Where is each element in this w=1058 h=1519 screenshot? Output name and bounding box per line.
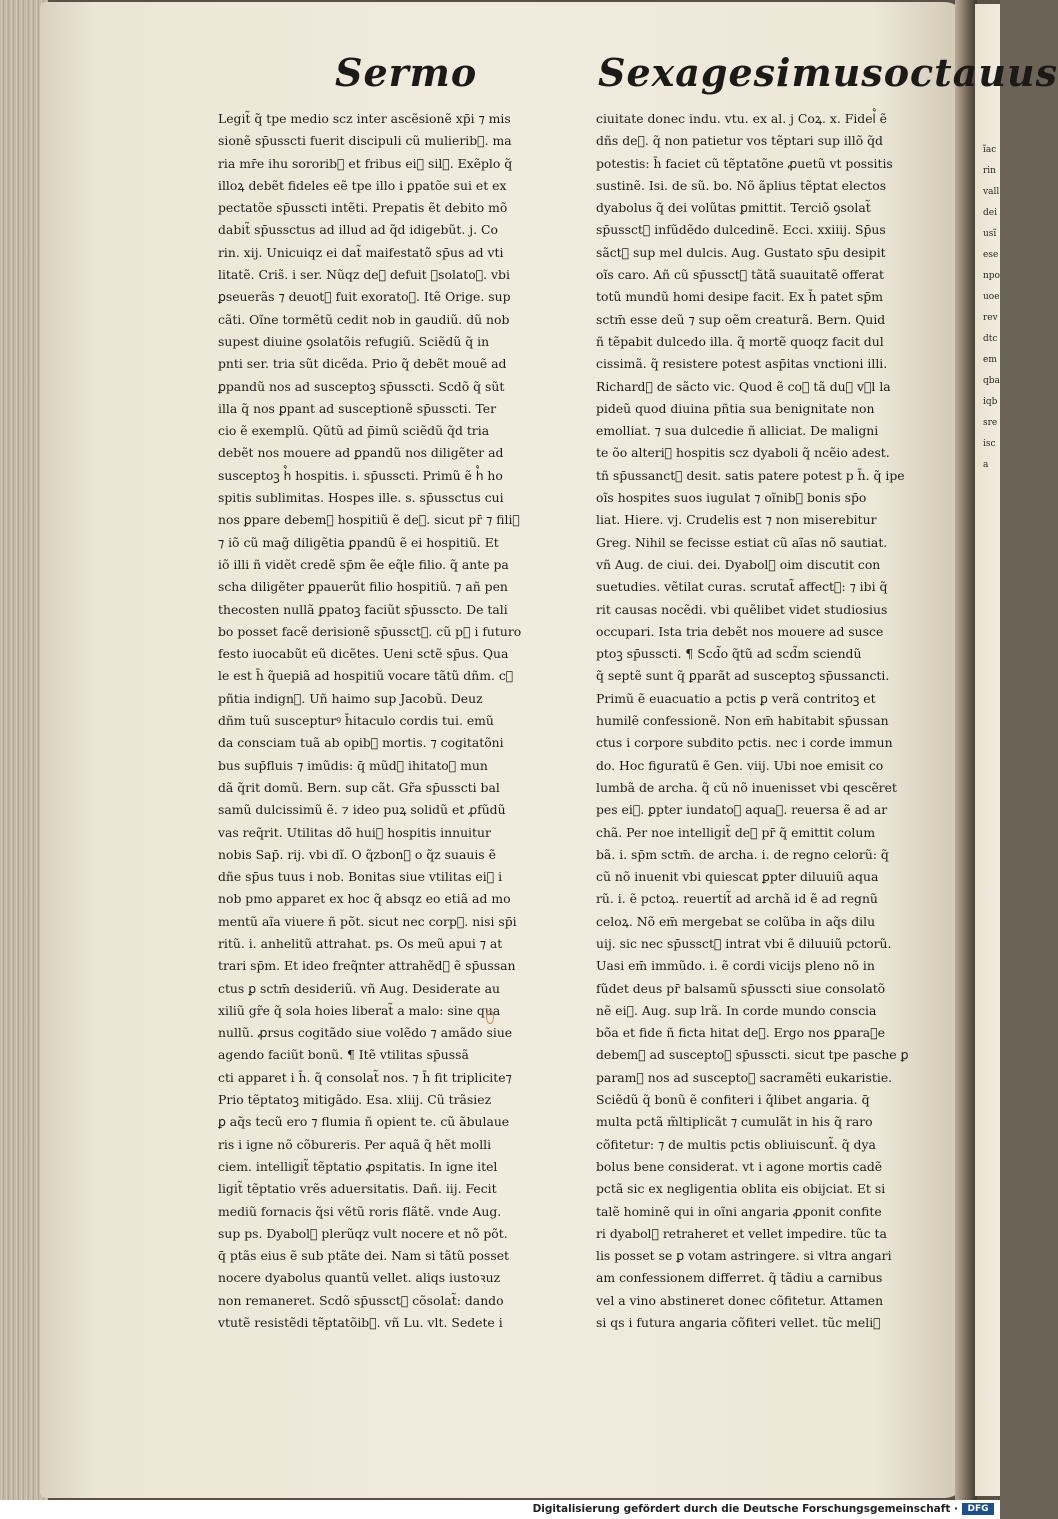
text-line: susceptoꝫ h᷒ hospitis. i. sp̄usscti. Primũ ẽ h᷒ ho bbox=[218, 467, 503, 483]
text-column-right bbox=[596, 108, 936, 1334]
text-line: talẽ hominẽ qui in oĩni angaria ꝓponit confite bbox=[596, 1203, 882, 1219]
text-line: ꝑpandũ nos ad susceptoꝫ sp̄usscti. Scdõ q̃ sũt bbox=[218, 378, 505, 394]
text-line: bo posset facẽ derisionẽ sp̄ussct᷒. cũ p᷒ i futuro bbox=[218, 623, 522, 639]
text-line: cũ nõ inuenit vbi quiescat ꝑpter diluuiũ aqua bbox=[596, 869, 879, 885]
text-line: tñ sp̄ussanct᷒ desit. satis patere potest p h̄. q̃ ipe bbox=[596, 467, 905, 483]
text-line: litatẽ. Cris̃. i ser. Nũqz de᷒ defuit ꝯsolatoꝝ. vbi bbox=[218, 267, 510, 283]
text-line: multa pctã m̃ltiplicãt ⁊ cumulãt in his q̃ raro bbox=[596, 1114, 873, 1130]
text-line: illa q̃ nos ꝑpant ad susceptionẽ sp̄usscti. Ter bbox=[218, 400, 497, 416]
text-line: uij. sic nec sp̄ussct᷒ intrat vbi ẽ diluuiũ pctorũ. bbox=[596, 935, 892, 951]
text-line: ꝑseuerãs ⁊ deuot᷒ fuit exoratoꝝ. Itẽ Orige. sup bbox=[218, 289, 511, 305]
text-line: pes ei᷒. ꝑpter iundatoꝫ aquaꝝ. reuersa ẽ ad ar bbox=[596, 802, 888, 818]
text-line: celoꝝ. Nõ em̄ mergebat se colũba in aq̃s dilu bbox=[596, 913, 876, 929]
running-header-left: Sermo bbox=[335, 50, 478, 95]
text-line: te õo alteri᷒ hospitis scz dyaboli q̃ ncẽio adest. bbox=[596, 445, 890, 461]
text-line: am confessionem differret. q̃ tãdiu a carnibus bbox=[596, 1270, 883, 1286]
text-line: iõ illi ñ vidẽt credẽ sp̄m ẽe eq̃le filio. q̃ ante pa bbox=[218, 556, 509, 572]
text-line: nullũ. ꝓrsus cogitãdo siue volẽdo ⁊ amãdo siue bbox=[218, 1025, 513, 1041]
text-line: oĩs hospites suos iugulat ⁊ oĩnib᷒ bonis sp̄o bbox=[596, 490, 867, 506]
text-line: ñ tẽpabit dulcedo illa. q̃ mortẽ quoqz facit dul bbox=[596, 333, 884, 349]
text-line: si qs i futura angaria cõfiteri vellet. tũc meli᷒ bbox=[596, 1315, 881, 1331]
text-line: thecosten nullã ꝑpatoꝫ faciũt sp̄usscto. De tali bbox=[218, 601, 508, 617]
text-line: bõa et fide ñ ficta hitat de᷒. Ergo nos ꝑparaꝛe bbox=[596, 1025, 885, 1041]
text-line: pctã sic ex negligentia oblita eis obijciat. Et si bbox=[596, 1181, 886, 1197]
text-line: dabit̃ sp̄ussctus ad illud ad q̃d idigebũt. j. Co bbox=[218, 222, 498, 238]
text-line: Greg. Nihil se fecisse estiat cũ aĩas nõ sautiat. bbox=[596, 534, 888, 550]
dfg-logo: DFG bbox=[962, 1503, 994, 1515]
text-line: sãct᷒ sup mel dulcis. Aug. Gustato sp̄u desipit bbox=[596, 244, 886, 260]
text-line: dã q̃rit domũ. Bern. sup cãt. Gr̃a sp̄usscti bal bbox=[218, 779, 500, 795]
text-line: dñm tuũ suscepturꝰ h̄itaculo cordis tui. emũ bbox=[218, 713, 494, 729]
ink-mark bbox=[486, 1010, 494, 1024]
text-line: totũ mundũ homi desipe facit. Ex h̄ patet sp̄m bbox=[596, 289, 883, 305]
text-line: ritũ. i. anhelitũ attrahat. ps. Os meũ apui ⁊ at bbox=[218, 935, 503, 951]
text-line: dñe sp̄us tuus i nob. Bonitas siue vtilitas ei᷒ i bbox=[218, 869, 503, 885]
text-line: cõfitetur: ⁊ de multis pctis obliuiscunt̃. q̃ dya bbox=[596, 1136, 876, 1152]
text-line: Primũ ẽ euacuatio a pctis ꝑ verã contritoꝫ et bbox=[596, 690, 876, 706]
text-line: emolliat. ⁊ sua dulcedie ñ alliciat. De maligni bbox=[596, 423, 879, 439]
text-line: suetudies. vẽtilat curas. scrutat̃ affect᷒: ⁊ ibi q̃ bbox=[596, 579, 888, 595]
text-column-left bbox=[218, 108, 556, 1334]
text-line: spitis sublimitas. Hospes ille. s. sp̄ussctus cui bbox=[218, 490, 504, 506]
text-line: festo iuocabũt eũ dicẽtes. Ueni sctẽ sp̄us. Qua bbox=[218, 646, 509, 662]
text-line: nob pmo apparet ex hoc q̃ absqz eo etiã ad mo bbox=[218, 891, 511, 907]
running-header-right: Sexagesimusoctauus bbox=[598, 50, 1058, 95]
text-line: bã. i. sp̄m sctm̄. de archa. i. de regno celorũ: q̃ bbox=[596, 846, 889, 862]
text-line: pectatõe sp̄usscti intẽti. Prepatis ẽt debito mõ bbox=[218, 200, 508, 216]
text-line: bolus bene considerat. vt i agone mortis cadẽ bbox=[596, 1158, 883, 1174]
text-line: nocere dyabolus quantũ vellet. aliqs iustoꝛuz bbox=[218, 1270, 501, 1286]
text-line: da consciam tuã ab opib᷒ mortis. ⁊ cogitatõni bbox=[218, 735, 504, 751]
text-line: trari sp̄m. Et ideo freq̃nter attrahẽd᷒ ẽ sp̄ussan bbox=[218, 958, 516, 974]
text-line: sionẽ sp̄usscti fuerit discipuli cũ mulierib᷒. ma bbox=[218, 133, 512, 149]
text-line: mediũ fornacis q̃si vẽtũ roris flãtẽ. vnde Aug. bbox=[218, 1203, 502, 1219]
text-line: pideũ quod diuina pñtia sua benignitate non bbox=[596, 400, 875, 416]
text-line: nobis Sap̄. rij. vbi dĩ. O q̃zbon᷒ o q̃z suauis ẽ bbox=[218, 846, 496, 862]
text-line: nẽ ei᷒. Aug. sup lrã. In corde mundo conscia bbox=[596, 1002, 877, 1018]
text-line: ciuitate donec indu. vtu. ex al. j Coꝝ. x. Fidel᷒ ẽ bbox=[596, 111, 888, 126]
text-line: occupari. Ista tria debẽt nos mouere ad susce bbox=[596, 623, 884, 639]
text-line: pnti ser. tria sũt dicẽda. Prio q̃ debẽt mouẽ ad bbox=[218, 356, 507, 372]
text-line: param᷒ nos ad susceptoꝫ sacramẽti eukaristie. bbox=[596, 1069, 893, 1085]
text-line: ria mr̄e ihu sororib᷒ et fribus ei᷒ sil᷒. Exẽplo q̃ bbox=[218, 155, 513, 171]
text-line: liat. Hiere. vj. Crudelis est ⁊ non miserebitur bbox=[596, 512, 877, 528]
text-line: vtutẽ resistẽdi tẽptatõib᷒. vñ Lu. vlt. Sedete i bbox=[218, 1315, 503, 1331]
text-line: lumbã de archa. q̃ cũ nõ inuenisset vbi qescẽret bbox=[596, 779, 897, 795]
text-line: cãti. Oĩne tormẽtũ cedit nob in gaudiũ. dũ nob bbox=[218, 311, 510, 327]
text-line: dyabolus q̃ dei volũtas ꝑmittit. Terciõ ꝯsolat̃ bbox=[596, 200, 871, 216]
text-line: xiliũ gr̃e q̃ sola hoies liberat̃ a malo: sine qua bbox=[218, 1002, 501, 1018]
text-line: fũdet deus pr̄ balsamũ sp̄usscti siue consolatõ bbox=[596, 980, 886, 996]
text-line: do. Hoc figuratũ ẽ Gen. viij. Ubi noe emisit co bbox=[596, 757, 884, 773]
text-line: ri dyabol᷒ retraheret et vellet impedire. tũc ta bbox=[596, 1225, 887, 1241]
text-line: Uasi em̄ immũdo. i. ẽ cordi vicijs pleno nõ in bbox=[596, 958, 875, 974]
text-line: ⁊ iõ cũ mag̃ diligẽtia ꝑpandũ ẽ ei hospitiũ. Et bbox=[218, 534, 499, 550]
text-line: ciem. intelligit̃ tẽptatio ꝓspitatis. In igne itel bbox=[218, 1158, 498, 1174]
text-line: sctm̄ esse deũ ⁊ sup oẽm creaturã. Bern. Quid bbox=[596, 311, 886, 327]
text-line: rin. xij. Unicuiqz ei dat̃ maifestatõ sp̄us ad vti bbox=[218, 244, 504, 260]
text-line: vñ Aug. de ciui. dei. Dyabol᷒ oim discutit con bbox=[596, 556, 881, 572]
funding-credit: Digitalisierung gefördert durch die Deutsche Forschungsgemeinschaft · bbox=[532, 1503, 958, 1515]
text-line: cissimã. q̃ resistere potest asp̄itas vnctioni illi. bbox=[596, 356, 888, 372]
text-line: ctus i corpore subdito pctis. nec i corde immun bbox=[596, 735, 893, 751]
text-line: humilẽ confessionẽ. Non em̄ habitabit sp̄ussan bbox=[596, 713, 889, 729]
text-line: ptoꝫ sp̄usscti. ¶ Scd̃o q̃tũ ad scd̃m sciendũ bbox=[596, 646, 862, 662]
text-line: Sciẽdũ q̃ bonũ ẽ confiteri i q̃libet angaria. q̄ bbox=[596, 1092, 870, 1108]
text-line: rit causas nocẽdi. vbi quẽlibet videt studiosius bbox=[596, 601, 888, 617]
text-line: Legit̃ q̃ tpe medio scz inter ascẽsionẽ xp̄i ⁊ mis bbox=[218, 111, 511, 126]
text-line: debẽt nos mouere ad ꝑpandũ nos diligẽter ad bbox=[218, 445, 504, 461]
text-line: vas req̃rit. Utilitas dõ hui᷒ hospitis innuitur bbox=[218, 824, 491, 840]
text-line: q̃ septẽ sunt q̃ ꝑparãt ad susceptoꝫ sp̄ussancti. bbox=[596, 668, 890, 684]
text-line: cti apparet i h̄. q̃ consolat̃ nos. ⁊ h̄ fit triplicite⁊ bbox=[218, 1069, 512, 1085]
text-line: chã. Per noe intelligit̃ de᷒ pr̄ q̃ emittit colum bbox=[596, 824, 876, 840]
text-line: sp̄ussct᷒ infũdẽdo dulcedinẽ. Ecci. xxiiij. Sp̄us bbox=[596, 222, 886, 238]
text-line: bus sup̄fluis ⁊ imũdis: q̄ mũd᷒ ihitatoꝝ mun bbox=[218, 757, 488, 773]
text-line: pñtia indign᷒. Uñ haimo sup Jacobũ. Deuz bbox=[218, 690, 483, 706]
text-line: le est h̄ q̃uepiã ad hospitiũ vocare tãtũ dñm. c᷒ bbox=[218, 668, 514, 684]
text-line: sup ps. Dyabol᷒ plerũqz vult nocere et nõ põt. bbox=[218, 1225, 508, 1241]
text-line: lis posset se ꝑ votam astringere. si vltra angari bbox=[596, 1248, 892, 1264]
text-line: samũ dulcissimũ ẽ. ⁊ ideo puꝝ solidũ et ꝓfũdũ bbox=[218, 802, 506, 818]
text-line: rũ. i. ẽ pctoꝝ. reuertit̃ ad archã id ẽ ad regnũ bbox=[596, 891, 878, 907]
text-line: scha diligẽter ꝑpauerũt filio hospitiũ. ⁊ añ pen bbox=[218, 579, 508, 595]
text-line: debem᷒ ad susceptoꝫ sp̄usscti. sicut tpe pasche ꝑ bbox=[596, 1047, 909, 1063]
text-line: vel a vino abstineret donec cõfitetur. Attamen bbox=[596, 1292, 884, 1308]
text-line: dñs de᷒. q̃ non patietur vos tẽptari sup illõ q̃d bbox=[596, 133, 883, 149]
text-line: illoꝝ debẽt fideles eẽ tpe illo i ꝑpatõe sui et ex bbox=[218, 177, 507, 193]
text-line: supest diuine ꝯsolatõis refugiũ. Sciẽdũ q̃ in bbox=[218, 333, 490, 349]
text-line: oĩs caro. Añ cũ sp̄ussct᷒ tãtã suauitatẽ offerat bbox=[596, 267, 884, 283]
footer-bar bbox=[0, 1500, 1000, 1519]
text-line: ctus ꝑ sctm̄ desideriũ. vñ Aug. Desiderate au bbox=[218, 980, 500, 996]
text-line: sustinẽ. Isi. de sũ. bo. Nõ ãplius tẽptat electos bbox=[596, 177, 887, 193]
text-line: q̄ ptãs eius ẽ sub ptãte dei. Nam si tãtũ posset bbox=[218, 1248, 510, 1264]
text-line: potestis: h̄ faciet cũ tẽptatõne ꝓuetũ vt possitis bbox=[596, 155, 893, 171]
text-line: cio ẽ exemplũ. Qũtũ ad p̄imũ sciẽdũ q̃d tria bbox=[218, 423, 490, 439]
text-line: ꝑ aq̃s tecũ ero ⁊ flumia ñ opient te. cũ ãbulaue bbox=[218, 1114, 510, 1130]
text-line: ligit̃ tẽptatio vrẽs aduersitatis. Dañ. iij. Fecit bbox=[218, 1181, 497, 1197]
facing-page-fragment: ĩacrinvalldeiusĩesenpouoerevdtcemqbaiqbsreisca bbox=[983, 145, 1000, 470]
text-line: Prio tẽptatoꝫ mitigãdo. Esa. xliij. Cũ trãsiez bbox=[218, 1092, 492, 1108]
book-gutter bbox=[955, 0, 977, 1500]
text-line: non remaneret. Scdõ sp̄ussct᷒ cõsolat̃: dando bbox=[218, 1292, 504, 1308]
text-line: nos ꝑpare debem᷒ hospitiũ ẽ de᷒. sicut pr̄ ⁊ fili᷒ bbox=[218, 512, 520, 528]
text-line: ris i igne nõ cõbureris. Per aquã q̃ hẽt molli bbox=[218, 1136, 492, 1152]
text-line: Richard᷒ de sãcto vic. Quod ẽ coꝝ tã duꝝ v᷒l la bbox=[596, 378, 891, 394]
text-line: agendo faciũt bonũ. ¶ Itẽ vtilitas sp̄ussã bbox=[218, 1047, 469, 1063]
text-line: mentũ aĩa viuere ñ põt. sicut nec corp᷒. nisi sp̄i bbox=[218, 913, 517, 929]
